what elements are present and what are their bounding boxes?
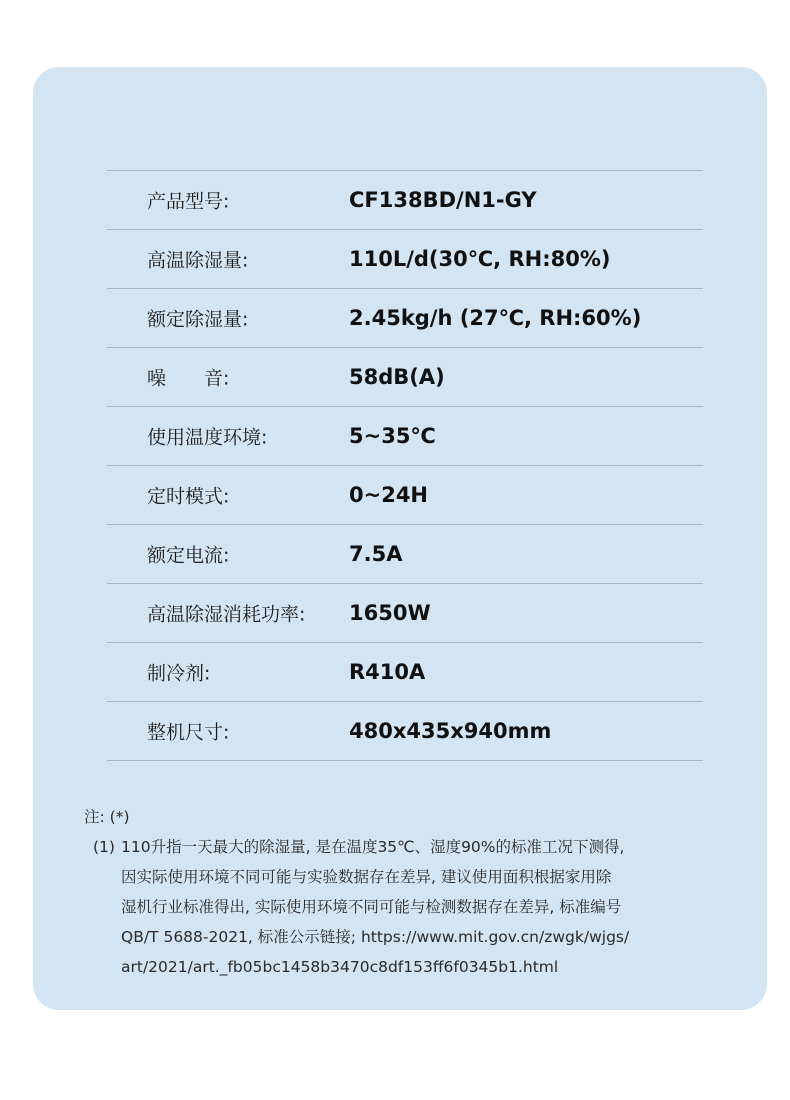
spec-value: 0~24H xyxy=(349,483,429,507)
spec-row-high-temp-dehumidification xyxy=(107,230,703,289)
spec-row-refrigerant xyxy=(107,643,703,702)
footnote-line: 因实际使用环境不同可能与实验数据存在差异, 建议使用面积根据家用除 xyxy=(121,868,612,886)
spec-value: 480x435x940mm xyxy=(349,719,552,743)
footnote-line: 湿机行业标准得出, 实际使用环境不同可能与检测数据存在差异, 标准编号 xyxy=(121,898,622,916)
spec-value: 5~35℃ xyxy=(349,424,436,448)
spec-value: 7.5A xyxy=(349,542,403,566)
spec-label: 高温除湿消耗功率: xyxy=(147,603,306,626)
spec-label: 额定电流: xyxy=(147,544,230,567)
footnote-line: QB/T 5688-2021, 标准公示链接; https://www.mit.gov.cn/zwgk/wjgs/ xyxy=(121,928,630,946)
spec-row-timer-mode xyxy=(107,466,703,525)
spec-value: CF138BD/N1-GY xyxy=(349,188,537,212)
spec-label: 整机尺寸: xyxy=(147,721,230,744)
spec-label: 噪 音: xyxy=(147,367,230,390)
spec-value: 1650W xyxy=(349,601,431,625)
spec-label: 制冷剂: xyxy=(147,662,211,685)
footnote-number: (1) xyxy=(93,838,115,856)
spec-card xyxy=(33,67,767,1010)
spec-row-rated-current xyxy=(107,525,703,584)
spec-row-power-consumption xyxy=(107,584,703,643)
spec-label: 额定除湿量: xyxy=(147,308,249,331)
spec-value: 58dB(A) xyxy=(349,365,445,389)
footnotes-title: 注: (*) xyxy=(84,808,130,826)
footnote-line: 110升指一天最大的除湿量, 是在温度35℃、湿度90%的标准工况下测得, xyxy=(121,838,625,856)
spec-row-dimensions xyxy=(107,702,703,761)
spec-table xyxy=(107,170,703,761)
spec-row-operating-temperature xyxy=(107,407,703,466)
spec-label: 使用温度环境: xyxy=(147,426,268,449)
spec-row-noise xyxy=(107,348,703,407)
footnotes xyxy=(84,802,754,982)
spec-row-rated-dehumidification xyxy=(107,289,703,348)
spec-row-model xyxy=(107,171,703,230)
footnote-item xyxy=(84,832,754,982)
spec-label: 高温除湿量: xyxy=(147,249,249,272)
spec-value: 2.45kg/h (27℃, RH:60%) xyxy=(349,306,642,330)
footnote-link-line: art/2021/art._fb05bc1458b3470c8df153ff6f0345b1.html xyxy=(121,958,559,976)
spec-label: 定时模式: xyxy=(147,485,230,508)
spec-label: 产品型号: xyxy=(147,190,230,213)
spec-value: R410A xyxy=(349,660,426,684)
spec-value: 110L/d(30℃, RH:80%) xyxy=(349,247,611,271)
